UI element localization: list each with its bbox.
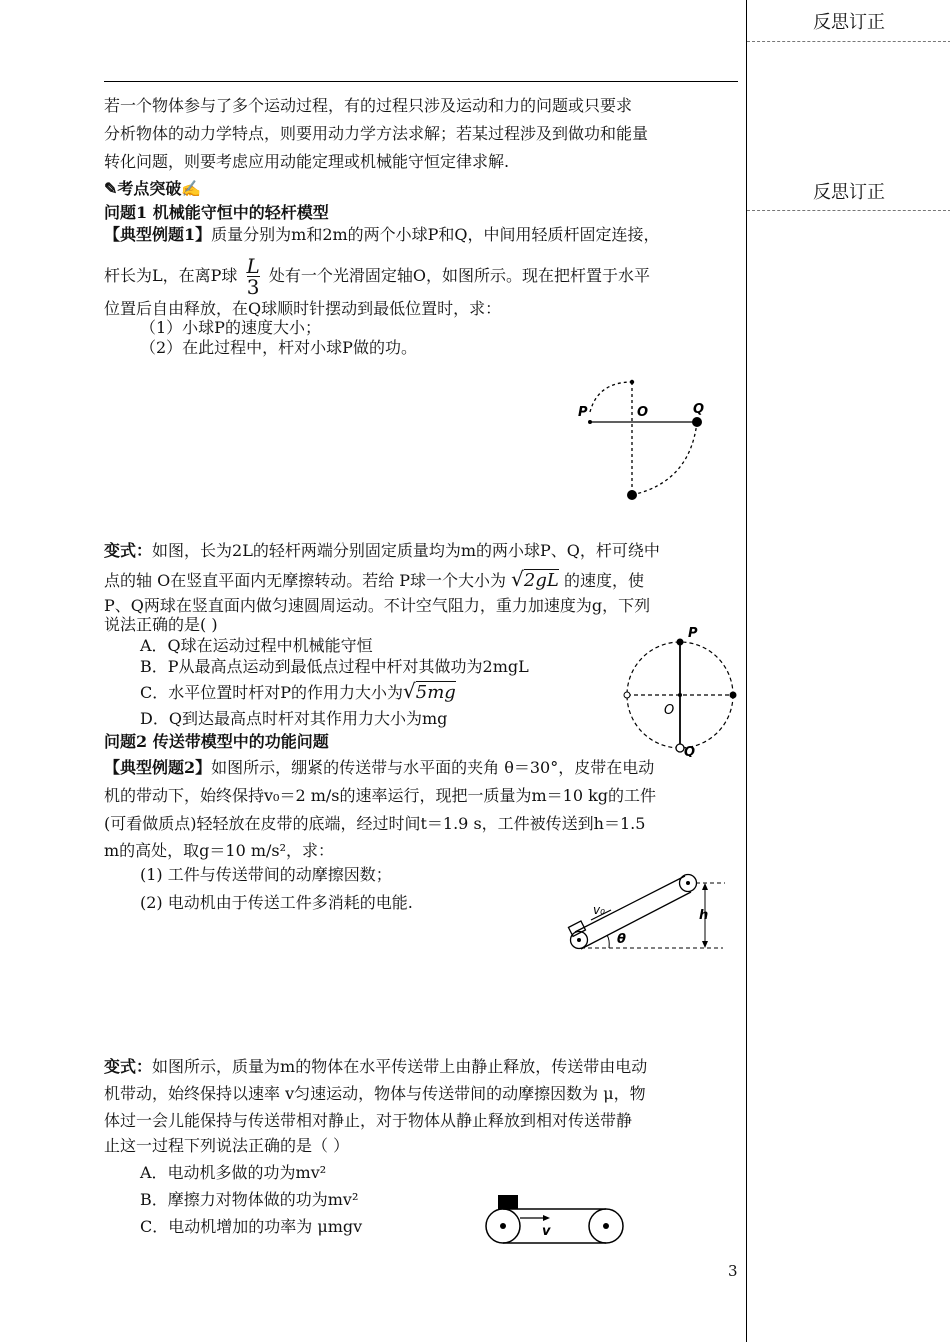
v1-text: 说法正确的是( ) [104, 615, 218, 634]
q2-text: (可看做质点)轻轻放在皮带的底端，经过时间t＝1.9 s，工件被传送到h＝1.5 [104, 814, 646, 833]
pencil-icon: ✍ [181, 179, 202, 198]
v1-text: 变式：如图，长为2L的轻杆两端分别固定质量均为m的两小球P、Q，杆可绕中 [104, 541, 660, 560]
sqrt-sign: √ [511, 567, 524, 591]
label-q: Q [693, 402, 705, 417]
v2-option-a: A．电动机多做的功为mv² [140, 1163, 327, 1182]
q2-text: m的高处，取g＝10 m/s²，求： [104, 841, 335, 860]
sqrt-radicand: 2gL [523, 570, 559, 591]
v1-option-b: B．P从最高点运动到最低点过程中杆对其做功为2mgL [140, 657, 529, 676]
sqrt-sign: √ [403, 679, 416, 703]
circular-motion-figure [618, 622, 743, 757]
horizontal-belt-figure [480, 1190, 630, 1250]
label-p: P [578, 405, 588, 420]
q2-text: 【典型例题2】如图所示，绷紧的传送带与水平面的夹角 θ＝30°，皮带在电动 [104, 758, 655, 777]
reflection-label: 反思订正 [813, 12, 885, 33]
v1-option-a: A．Q球在运动过程中机械能守恒 [140, 636, 373, 655]
fraction-denominator: 3 [246, 275, 260, 299]
v2-text: 变式：如图所示，质量为m的物体在水平传送带上由静止释放，传送带由电动 [104, 1057, 648, 1076]
label-h: h [699, 908, 709, 923]
header-rule [104, 81, 738, 82]
page-number: 3 [728, 1262, 738, 1280]
label-p: P [688, 626, 698, 641]
inclined-belt-figure [563, 868, 733, 958]
q2-subquestion: (2) 电动机由于传送工件多消耗的电能. [140, 893, 413, 912]
v2-option-c: C．电动机增加的功率为 μmgv [140, 1217, 363, 1236]
v1-text: 点的轴 O在竖直平面内无摩擦转动。若给 P球一个大小为 √2gL 的速度，使 [104, 567, 644, 591]
q1-text: 位置后自由释放，在Q球顺时针摆动到最低位置时，求： [104, 299, 502, 318]
intro-line: 分析物体的动力学特点，则要用动力学方法求解；若某过程涉及到做功和能量 [104, 124, 649, 143]
v2-text: 机带动，始终保持以速率 v匀速运动，物体与传送带间的动摩擦因数为 μ，物 [104, 1084, 646, 1103]
section-heading: ✎考点突破✍ [104, 179, 202, 198]
intro-line: 转化问题，则要考虑应用动能定理或机械能守恒定律求解. [104, 152, 510, 171]
dashed-divider [747, 41, 950, 42]
label-theta: θ [617, 932, 626, 947]
label-o: O [637, 405, 649, 420]
q2-title: 问题2 传送带模型中的功能问题 [104, 732, 329, 751]
q1-title: 问题1 机械能守恒中的轻杆模型 [104, 203, 329, 222]
q2-subquestion: (1) 工件与传送带间的动摩擦因数； [140, 865, 392, 884]
v2-text: 止这一过程下列说法正确的是（ ） [104, 1136, 350, 1155]
q1-text: 【典型例题1】质量分别为m和2m的两个小球P和Q，中间用轻质杆固定连接， [104, 225, 660, 244]
fraction-numerator: L [246, 254, 260, 278]
v2-text: 体过一会儿能保持与传送带相对静止，对于物体从静止释放到相对传送带静 [104, 1111, 633, 1130]
dashed-divider [747, 210, 950, 211]
v1-option-c: C．水平位置时杆对P的作用力大小为√5mg [140, 679, 456, 703]
q1-subquestion: （2）在此过程中，杆对小球P做的功。 [140, 338, 417, 357]
label-v: v [542, 1224, 551, 1239]
v1-text: P、Q两球在竖直面内做匀速圆周运动。不计空气阻力，重力加速度为g，下列 [104, 596, 651, 615]
label-o: O [664, 703, 675, 718]
sqrt-radicand: 5mg [415, 682, 456, 703]
label-q: Q [684, 745, 696, 757]
rod-pendulum-figure [570, 372, 720, 507]
q1-text: 杆长为L，在离P球 $\frac{L}{3}$ 处有一个光滑固定轴O，如图所示。现在把杆置于水平 [104, 254, 650, 299]
intro-line: 若一个物体参与了多个运动过程，有的过程只涉及运动和力的问题或只要求 [104, 96, 633, 115]
q2-text: 机的带动下，始终保持v₀＝2 m/s的速率运行，现把一质量为m＝10 kg的工件 [104, 786, 657, 805]
v1-option-d: D．Q到达最高点时杆对其作用力大小为mg [140, 709, 448, 728]
reflection-label: 反思订正 [813, 182, 885, 203]
v2-option-b: B．摩擦力对物体做的功为mv² [140, 1190, 359, 1209]
reflection-column [746, 0, 950, 1342]
pencil-icon: ✎ [104, 179, 118, 198]
label-v0: v₀ [593, 903, 605, 917]
q1-subquestion: （1）小球P的速度大小； [140, 318, 321, 337]
